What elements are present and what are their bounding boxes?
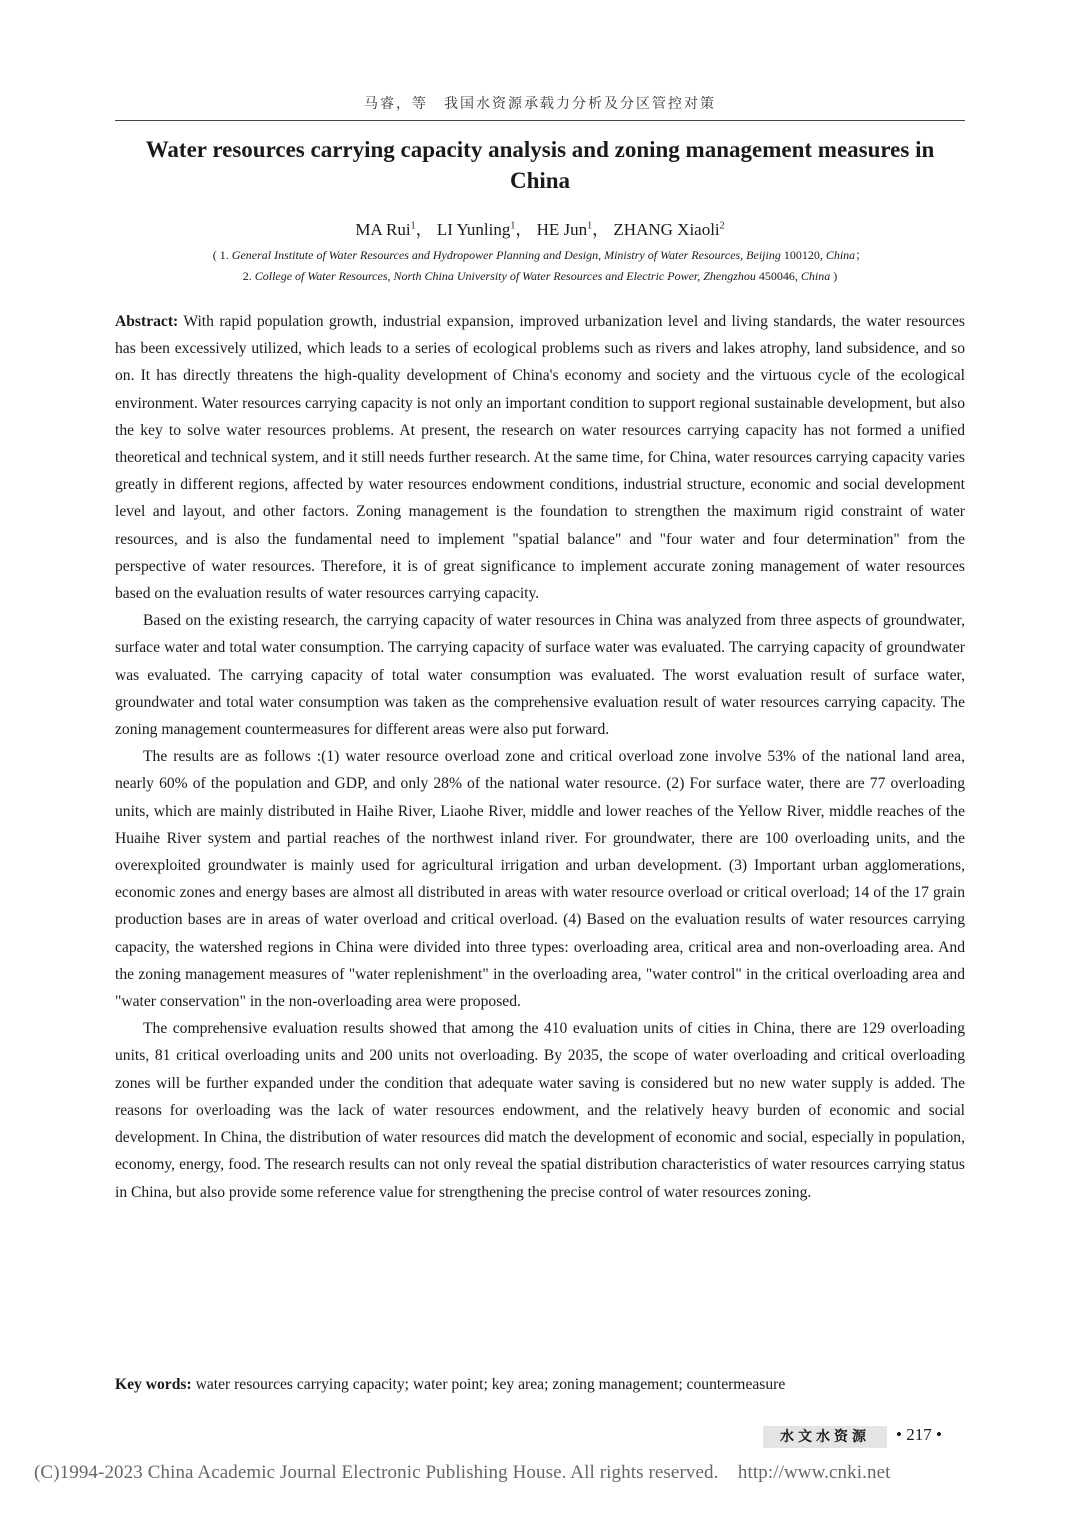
journal-name-badge: 水文水资源 <box>763 1426 887 1448</box>
abstract-label: Abstract: <box>115 313 179 330</box>
abstract-text: With rapid population growth, industrial expansion, improved urbanization level and living standards, the water resources has been excessively utilized, which leads to a series of ecological problems such as rivers and lakes atrophy, land subsidence, and so on. It has directly threatens the high-quality development of China's economy and society and the virtuous cycle of the ecological environment. Water resources carrying capacity is not only an important condition to support regional sustainable development, but also the key to solve water resources problems. At present, the research on water resources carrying capacity has not formed a unified theoretical and technical system, and it still needs further research. At the same time, for China, water resources carrying capacity varies greatly in different regions, affected by water resources endowment conditions, industrial structure, economic and social development level and layout, and other factors. Zoning management is the foundation to strengthen the maximum rigid constraint of water resources, and is also the fundamental need to implement "spatial balance" and "four water and four determination" from the perspective of water resources. Therefore, it is of great significance to implement accurate zoning management of water resources based on the evaluation results of water resources carrying capacity. <box>115 313 965 603</box>
abstract <box>115 308 965 1206</box>
author-name: HE Jun <box>536 220 588 239</box>
paper-title: Water resources carrying capacity analysis and zoning management measures in China <box>145 137 935 193</box>
author-affiliation-mark: 2 <box>719 220 725 232</box>
author-list: MA Rui$^1$， LI Yunling$^1$， HE Jun$^1$， ZHANG Xiaoli$^2$ <box>355 220 725 239</box>
affiliation-2-number: 2. <box>242 269 255 283</box>
affiliation-1-end: ； <box>855 248 868 262</box>
author-affiliation-mark: 1 <box>587 220 593 232</box>
author-name: LI Yunling <box>436 220 511 239</box>
header-rule <box>115 120 965 121</box>
abstract-paragraph: The comprehensive evaluation results showed that among the 410 evaluation units of cities in China, there are 129 overloading units, 81 critical overloading units and 200 units not overloading. By 2035, the scope of water overloading and critical overloading zones will be further expanded under the condition that adequate water saving is considered but no new water supply is added. The reasons for overloading was the lack of water resources endowment, and the relatively heavy burden of economic and social development. In China, the distribution of water resources did match the development of economic and social, especially in population, economy, energy, food. The research results can not only reveal the spatial distribution characteristics of water resources carrying status in China, but also provide some reference value for strengthening the precise control of water resources zoning. <box>115 1020 965 1201</box>
abstract-paragraph: Based on the existing research, the carrying capacity of water resources in China was analyzed from three aspects of groundwater, surface water and total water consumption. The carrying capacity of surface water was evaluated. The carrying capacity of groundwater was evaluated. The carrying capacity of total water consumption was evaluated. The worst evaluation result of surface water, groundwater and total water consumption was taken as the comprehensive evaluation result of water resources carrying capacity. The zoning management countermeasures for different areas were also put forward. <box>115 612 965 739</box>
author-name: MA Rui <box>355 220 411 239</box>
author-name: ZHANG Xiaoli <box>613 220 720 239</box>
keywords-label: Key words: <box>115 1376 192 1393</box>
affiliation-2-postcode: 450046, <box>755 269 801 283</box>
author-affiliation-mark: 1 <box>410 220 416 232</box>
abstract-paragraph: The results are as follows :(1) water resource overload zone and critical overload zone involve 53% of the national land area, nearly 60% of the population and GDP, and only 28% of the national water resource. (2) For surface water, there are 77 overloading units, which are mainly distributed in Haihe River, Liaohe River, middle and lower reaches of the Yellow River, middle reaches of the Huaihe River system and partial reaches of the northwest inland river. For groundwater, there are 100 overloading units, and the overexploited groundwater is mainly used for agricultural irrigation and urban development. (3) Important urban agglomerations, economic zones and energy bases are almost all distributed in areas with water resource overload or critical overload; 14 of the 17 grain production bases are in areas of water overload and critical overload. (4) Based on the evaluation results of water resources carrying capacity, the watershed regions in China were divided into three types: overloading area, critical area and non-overloading area. And the zoning management measures of "water replenishment" in the overloading area, "water control" in the critical overloading area and "water conservation" in the non-overloading area were proposed. <box>115 748 965 1011</box>
affiliation-1-text: General Institute of Water Resources and Hydropower Planning and Design, Ministry of Water Resources, Beijing <box>231 248 781 262</box>
affiliation-open: ( 1. <box>212 248 232 262</box>
affiliation-2-text: College of Water Resources, North China University of Water Resources and Electric Power, Zhengzhou <box>254 269 756 283</box>
affiliation-close: ) <box>830 269 838 283</box>
author-affiliation-mark: 1 <box>510 220 516 232</box>
running-head: 马睿，等 我国水资源承载力分析及分区管控对策 <box>364 96 716 112</box>
abstract-paragraph <box>115 308 965 607</box>
keywords-text: water resources carrying capacity; water point; key area; zoning management; countermeasure <box>191 1376 786 1393</box>
affiliation-1-country: China <box>825 248 856 262</box>
affiliation-2-country: China <box>800 269 831 283</box>
affiliation-2 <box>115 269 965 284</box>
copyright-notice: (C)1994-2023 China Academic Journal Electronic Publishing House. All rights reserved. http://www.cnki.net <box>34 1462 891 1483</box>
keywords <box>115 1371 965 1398</box>
affiliation-1-postcode: 100120, <box>780 248 826 262</box>
affiliation-1 <box>115 246 965 263</box>
page-number: • 217 • <box>896 1425 942 1444</box>
